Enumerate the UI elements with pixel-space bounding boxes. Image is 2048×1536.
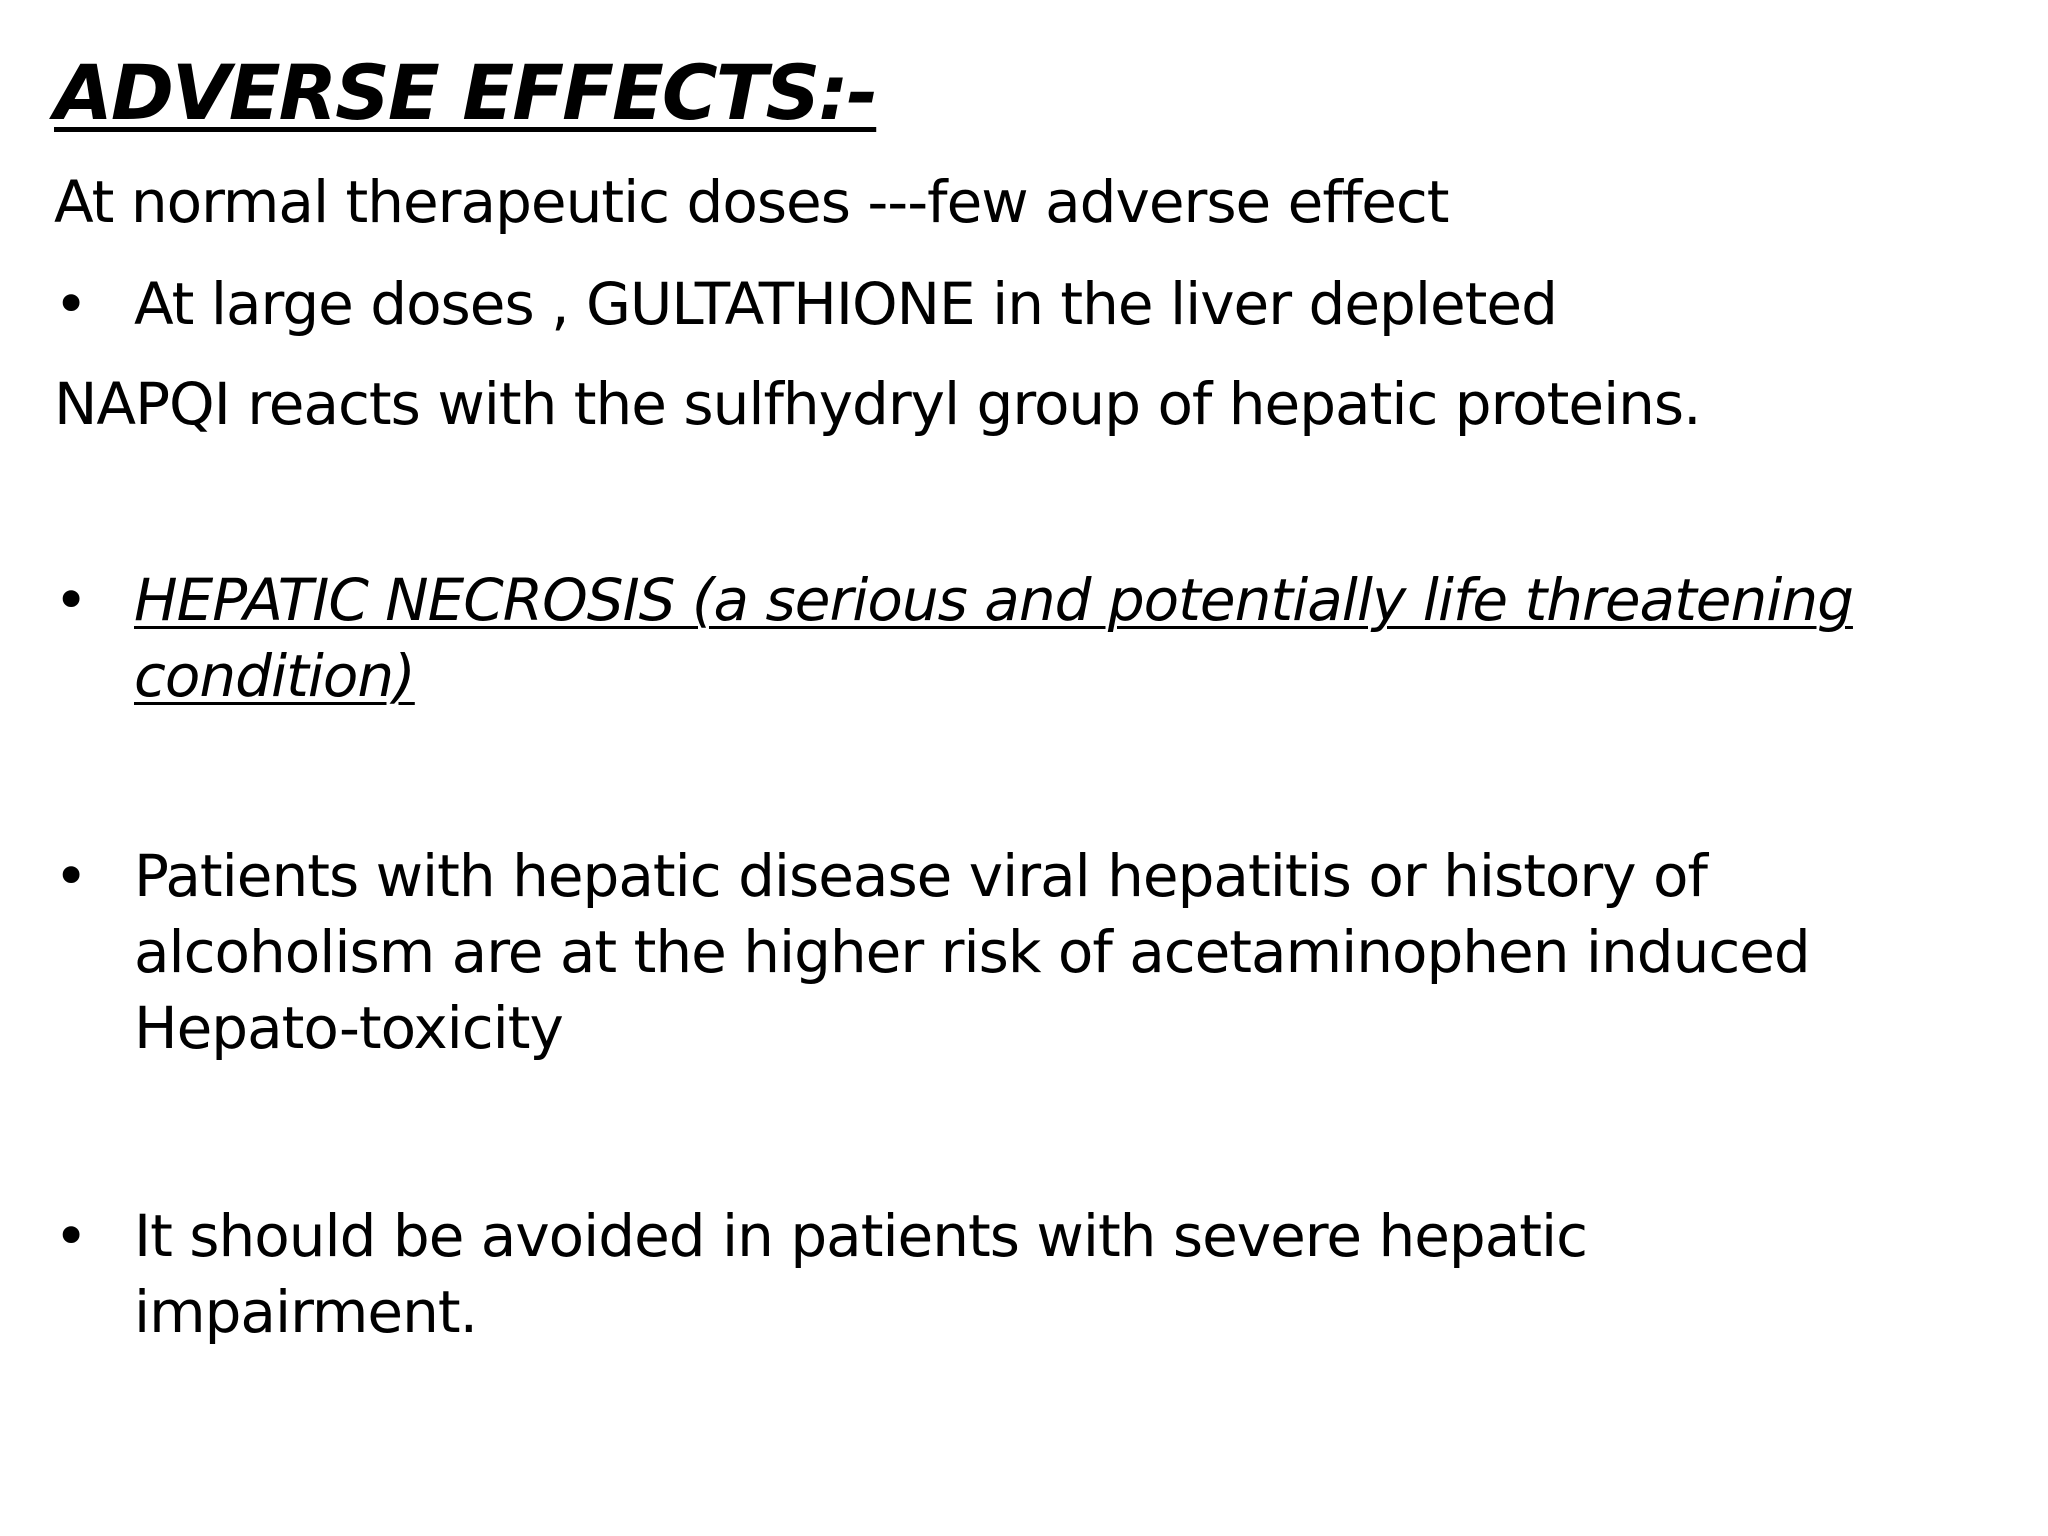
napqi-line: NAPQI reacts with the sulfhydryl group of hepatic proteins.: [54, 370, 1701, 438]
bullet-icon: •: [54, 270, 88, 338]
bullet-icon: •: [54, 566, 88, 634]
bullet-icon: •: [54, 1202, 88, 1270]
bullet-item-glutathione: [54, 266, 1994, 342]
bullet-text: It should be avoided in patients with severe hepatic impairment.: [134, 1202, 1588, 1346]
bullet-item-risk: [54, 838, 1974, 1066]
slide-title: ADVERSE EFFECTS:-: [54, 48, 877, 137]
bullet-item-avoid: [54, 1198, 1754, 1350]
bullet-text: Patients with hepatic disease viral hepatitis or history of alcoholism are at the higher risk of acetaminophen induced Hepato-toxicity: [134, 842, 1810, 1062]
bullet-text: HEPATIC NECROSIS (a serious and potentially life threatening condition): [134, 566, 1853, 710]
bullet-item-hepatic-necrosis: [54, 562, 1994, 714]
bullet-icon: •: [54, 842, 88, 910]
bullet-text: At large doses , GULTATHIONE in the liver depleted: [134, 270, 1557, 338]
intro-line: At normal therapeutic doses ---few adverse effect: [54, 168, 1449, 236]
